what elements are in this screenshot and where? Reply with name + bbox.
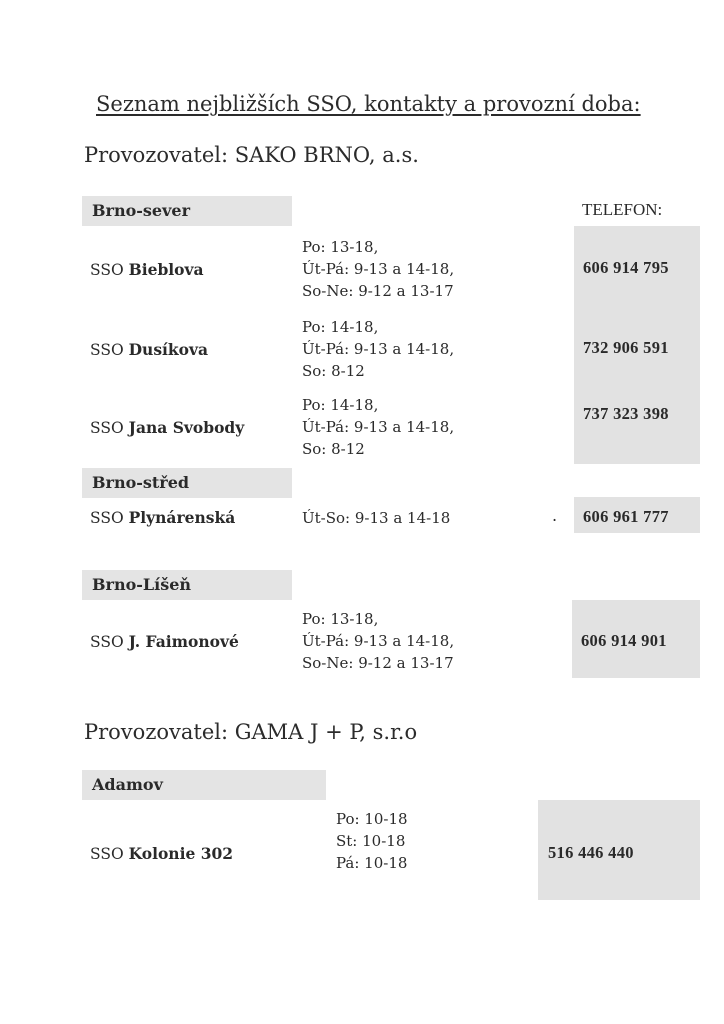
stray-mark: . (552, 506, 558, 525)
telefon-header: TELEFON: (582, 200, 663, 219)
phone-bieblova: 606 914 795 (583, 258, 669, 277)
hours-faimonove: Po: 13-18, Út-Pá: 9-13 a 14-18, So-Ne: 9-12 a 13-17 (302, 610, 455, 672)
hours-jana-svobody: Po: 14-18, Út-Pá: 9-13 a 14-18, So: 8-12 (302, 396, 455, 458)
district-brno-stred: Brno-střed (82, 468, 292, 498)
hours-plynarenska: Út-So: 9-13 a 14-18 (302, 509, 451, 527)
page-heading: Seznam nejbližších SSO, kontakty a provozní doba: (96, 92, 641, 116)
phone-plynarenska: 606 961 777 (583, 507, 669, 526)
phone-kolonie-302: 516 446 440 (548, 843, 634, 862)
phone-jana-svobody: 737 323 398 (583, 404, 669, 423)
district-brno-lisen: Brno-Líšeň (82, 570, 292, 600)
hours-bieblova: Po: 13-18, Út-Pá: 9-13 a 14-18, So-Ne: 9-12 a 13-17 (302, 238, 455, 300)
district-brno-sever: Brno-sever (82, 196, 292, 226)
phone-faimonove: 606 914 901 (581, 631, 667, 650)
district-adamov: Adamov (82, 770, 326, 800)
site-name-dusikova: SSO Dusíkova (90, 340, 209, 359)
provider-sako: Provozovatel: SAKO BRNO, a.s. (84, 143, 419, 167)
site-name-kolonie-302: SSO Kolonie 302 (90, 844, 234, 863)
site-name-faimonove: SSO J. Faimonové (90, 632, 239, 651)
provider-gama: Provozovatel: GAMA J + P, s.r.o (84, 720, 418, 744)
hours-kolonie-302: Po: 10-18 St: 10-18 Pá: 10-18 (336, 810, 408, 872)
hours-dusikova: Po: 14-18, Út-Pá: 9-13 a 14-18, So: 8-12 (302, 318, 455, 380)
phone-dusikova: 732 906 591 (583, 338, 669, 357)
site-name-bieblova: SSO Bieblova (90, 260, 204, 279)
site-name-jana-svobody: SSO Jana Svobody (90, 418, 245, 437)
site-name-plynarenska: SSO Plynárenská (90, 508, 236, 527)
